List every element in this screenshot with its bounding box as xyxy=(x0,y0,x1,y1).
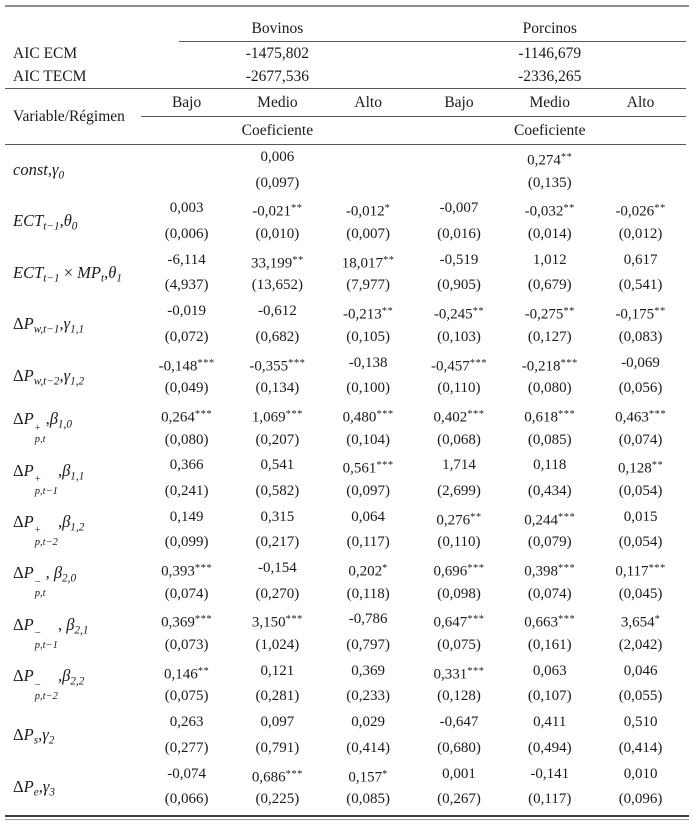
coef-cell xyxy=(141,556,232,607)
coef-cell xyxy=(414,659,505,710)
coef-value: 1,012 xyxy=(532,251,567,268)
coef-cell xyxy=(504,762,595,813)
coef-cell xyxy=(504,505,595,556)
regime-bovinos-bajo: Bajo xyxy=(141,89,232,117)
table-row xyxy=(5,710,686,761)
coef-cell xyxy=(141,505,232,556)
coef-cell xyxy=(414,351,505,402)
std-error: (0,068) xyxy=(437,431,481,448)
coef-cell xyxy=(414,762,505,813)
std-error: (0,134) xyxy=(255,380,300,397)
coef-value: -0,355*** xyxy=(249,357,306,375)
coef-cell xyxy=(141,607,232,658)
coef-cell xyxy=(504,607,595,658)
regime-bovinos-medio: Medio xyxy=(232,89,323,117)
std-error: (0,104) xyxy=(346,431,391,448)
std-error: (0,791) xyxy=(255,739,300,756)
coef-value: -0,457*** xyxy=(430,357,487,375)
std-error: (0,054) xyxy=(618,482,663,499)
std-error: (0,049) xyxy=(164,380,209,397)
coef-cell xyxy=(414,196,505,247)
variable-label: $\Delta P_{w,t-2},\gamma_{1,2}$ xyxy=(13,365,85,387)
coef-value: 0,463*** xyxy=(615,408,667,426)
variable-label: $\Delta P_{w,t-1},\gamma_{1,1}$ xyxy=(13,314,85,336)
supsub: − p,t−1 xyxy=(34,628,58,651)
table-row xyxy=(5,453,686,504)
coef-cell xyxy=(232,248,323,299)
coef-cell xyxy=(232,145,323,197)
aic-ecm-row xyxy=(5,42,686,65)
std-error: (0,066) xyxy=(164,791,209,808)
coef-cell xyxy=(232,196,323,247)
coef-value: 33,199** xyxy=(251,254,304,272)
std-error: (0,045) xyxy=(618,585,663,602)
coef-value: -0,275** xyxy=(524,306,575,323)
coef-value: 0,510 xyxy=(623,714,658,731)
coef-value: 0,398*** xyxy=(524,563,576,580)
std-error: (0,680) xyxy=(437,739,481,756)
coef-value: 0,276** xyxy=(436,511,482,529)
std-error: (0,541) xyxy=(618,277,663,294)
coef-cell xyxy=(323,659,414,710)
variable-label: ΔP + p,t $,\beta_{1,0}$ xyxy=(13,409,72,446)
regime-header-row xyxy=(5,89,686,117)
std-error: (0,207) xyxy=(255,431,300,448)
variable-label: $const,\gamma_0$ xyxy=(13,160,65,182)
coef-cell xyxy=(414,248,505,299)
coef-cell xyxy=(323,762,414,813)
coef-value: 0,696*** xyxy=(433,563,485,580)
coef-value: 0,003 xyxy=(169,200,204,217)
coef-cell xyxy=(595,556,686,607)
coef-cell xyxy=(595,659,686,710)
std-error: (0,217) xyxy=(255,534,300,551)
coef-cell xyxy=(414,299,505,350)
table-row xyxy=(5,248,686,299)
std-error: (0,074) xyxy=(618,431,663,448)
coef-value xyxy=(141,145,232,171)
table-row xyxy=(5,762,686,813)
std-error: (0,080) xyxy=(527,380,572,397)
std-error: (0,075) xyxy=(437,637,481,654)
coef-cell xyxy=(595,402,686,453)
coef-value: -0,647 xyxy=(439,714,479,731)
coef-cell xyxy=(414,505,505,556)
std-error: (0,096) xyxy=(618,791,663,808)
coef-cell xyxy=(323,402,414,453)
table-row xyxy=(5,299,686,350)
variable-label: ΔP − p,t−1 , $\beta_{2,1}$ xyxy=(13,614,89,651)
coef-value: 0,157* xyxy=(348,768,388,786)
coef-value: 0,315 xyxy=(260,508,295,525)
std-error: (0,161) xyxy=(527,637,572,654)
std-error: (0,107) xyxy=(527,688,572,705)
coef-cell xyxy=(232,453,323,504)
std-error: (0,281) xyxy=(255,688,300,705)
coef-value: 0,015 xyxy=(623,508,658,525)
table-row xyxy=(5,659,686,710)
std-error: (0,110) xyxy=(437,534,481,551)
coef-cell xyxy=(323,248,414,299)
std-error: (0,007) xyxy=(346,226,391,243)
table-top-rule xyxy=(5,5,689,7)
coef-value: 0,063 xyxy=(532,662,567,679)
coef-cell xyxy=(504,248,595,299)
coef-cell xyxy=(232,607,323,658)
coef-cell xyxy=(595,299,686,350)
coef-cell xyxy=(595,351,686,402)
coef-value: -0,519 xyxy=(439,251,479,268)
coef-cell xyxy=(141,196,232,247)
aic-tecm-row xyxy=(5,65,686,89)
coef-cell xyxy=(232,505,323,556)
tecm-results-table xyxy=(5,9,686,813)
std-error: (0,797) xyxy=(346,637,391,654)
supsub: + p,t xyxy=(34,422,46,446)
coef-cell xyxy=(504,659,595,710)
coef-cell xyxy=(141,762,232,813)
coef-value: 0,647*** xyxy=(433,614,485,632)
coef-cell xyxy=(595,607,686,658)
coef-cell xyxy=(232,762,323,813)
std-error: (0,128) xyxy=(437,688,481,705)
coefficients-body xyxy=(5,145,686,813)
coef-cell xyxy=(504,556,595,607)
regime-porcinos-medio: Medio xyxy=(504,89,595,117)
coef-value: 0,006 xyxy=(260,149,295,165)
species-group-row xyxy=(5,9,686,42)
std-error: (0,414) xyxy=(618,739,663,756)
coef-value: 1,069*** xyxy=(251,408,303,426)
coef-value: 0,541 xyxy=(260,457,295,474)
variable-label: $ECT_{t-1} \times MP_t,\theta_1$ xyxy=(13,262,122,285)
coef-value: 3,654* xyxy=(620,614,661,632)
supsub: + p,t−1 xyxy=(34,474,58,497)
coef-cell xyxy=(414,556,505,607)
aic-tecm-porcinos-value: -2336,265 xyxy=(518,67,582,85)
aic-ecm-porcinos-value: -1146,679 xyxy=(518,44,582,62)
std-error: (0,098) xyxy=(437,585,481,602)
std-error: (0,118) xyxy=(346,585,390,602)
std-error: (0,494) xyxy=(527,739,572,756)
coef-cell xyxy=(414,402,505,453)
regime-porcinos-alto: Alto xyxy=(595,89,686,117)
coef-cell xyxy=(323,145,414,197)
table-row xyxy=(5,145,686,197)
std-error: (0,083) xyxy=(618,328,663,345)
std-error xyxy=(595,171,686,197)
coef-value: -0,032** xyxy=(524,203,575,221)
std-error: (0,097) xyxy=(255,174,300,191)
coef-value: 0,064 xyxy=(351,508,386,525)
aic-tecm-bovinos-value: -2677,536 xyxy=(245,67,310,85)
std-error: (0,241) xyxy=(164,482,209,499)
std-error: (0,074) xyxy=(164,585,209,602)
coef-cell xyxy=(595,248,686,299)
coef-value: 0,146** xyxy=(163,665,210,683)
coef-cell xyxy=(504,351,595,402)
std-error xyxy=(323,171,414,197)
coef-value: 0,001 xyxy=(442,765,476,782)
coef-cell xyxy=(414,453,505,504)
coef-cell xyxy=(232,710,323,761)
std-error: (0,073) xyxy=(164,637,209,654)
coef-value: 0,202* xyxy=(348,563,388,580)
std-error: (0,056) xyxy=(618,380,663,397)
coef-cell xyxy=(141,659,232,710)
coef-cell xyxy=(141,351,232,402)
coef-cell xyxy=(323,607,414,658)
std-error: (2,042) xyxy=(618,637,663,654)
supsub: − p,t xyxy=(34,576,46,600)
coef-value: 0,480*** xyxy=(342,408,394,426)
coef-value: -0,069 xyxy=(621,354,660,371)
aic-ecm-label: AIC ECM xyxy=(13,44,78,62)
group-header-bovinos: Bovinos xyxy=(141,9,413,42)
coef-value: -0,175** xyxy=(615,306,666,323)
std-error xyxy=(141,171,232,197)
coef-value: 0,046 xyxy=(623,662,658,679)
std-error: (0,103) xyxy=(437,328,481,345)
empty-corner-cell xyxy=(5,9,141,42)
table-row xyxy=(5,505,686,556)
coef-value: -0,138 xyxy=(348,354,388,371)
std-error: (0,414) xyxy=(346,739,391,756)
coef-value: 0,244*** xyxy=(524,511,576,529)
std-error: (0,905) xyxy=(437,277,481,294)
coef-value: -0,612 xyxy=(258,303,297,320)
coef-value: -0,074 xyxy=(167,765,206,782)
variable-label: ΔP − p,t−2 $,\beta_{2,2}$ xyxy=(13,666,85,703)
std-error: (0,225) xyxy=(255,791,300,808)
coef-value: 0,128** xyxy=(617,460,664,477)
coef-value: 0,010 xyxy=(623,765,658,782)
coef-cell xyxy=(595,196,686,247)
coef-value: -0,218*** xyxy=(521,357,578,375)
coef-cell xyxy=(323,710,414,761)
std-error: (0,117) xyxy=(528,791,572,808)
std-error: (1,024) xyxy=(255,637,300,654)
std-error: (0,012) xyxy=(618,226,663,243)
coef-cell xyxy=(323,196,414,247)
variable-label: ΔP − p,t , $\beta_{2,0}$ xyxy=(13,563,77,600)
coef-cell xyxy=(323,556,414,607)
coef-value: 0,274** xyxy=(527,152,573,169)
std-error: (13,652) xyxy=(251,277,304,294)
std-error: (7,977) xyxy=(346,277,391,294)
coef-value: 0,029 xyxy=(351,714,386,731)
coef-value: 0,369 xyxy=(351,662,386,679)
coef-value: 0,369*** xyxy=(161,614,213,632)
table-row xyxy=(5,351,686,402)
std-error: (0,072) xyxy=(164,328,209,345)
std-error: (0,267) xyxy=(437,791,481,808)
coef-value: -0,213** xyxy=(343,306,394,323)
coef-cell xyxy=(414,145,505,197)
coef-value: 0,686*** xyxy=(251,768,303,786)
coef-value: 0,097 xyxy=(260,714,295,731)
coef-cell xyxy=(323,351,414,402)
coef-cell xyxy=(414,607,505,658)
std-error: (0,014) xyxy=(527,226,572,243)
supsub: − p,t−2 xyxy=(34,679,58,703)
coef-value: 0,663*** xyxy=(524,614,576,632)
coef-cell xyxy=(323,453,414,504)
coef-cell xyxy=(504,710,595,761)
std-error: (0,016) xyxy=(437,226,481,243)
std-error: (0,054) xyxy=(618,534,663,551)
coef-value: -0,007 xyxy=(439,200,479,217)
coef-value: 0,263 xyxy=(169,714,204,731)
coef-value: 0,617 xyxy=(623,251,658,268)
variable-label: ΔP + p,t−2 $,\beta_{1,2}$ xyxy=(13,511,85,549)
coef-value: 0,618*** xyxy=(524,408,576,426)
std-error: (0,117) xyxy=(346,534,390,551)
table-row xyxy=(5,402,686,453)
coef-cell xyxy=(141,453,232,504)
coef-cell xyxy=(232,351,323,402)
coef-cell xyxy=(595,453,686,504)
table-bottom-rule-light xyxy=(5,819,689,820)
coef-value: 0,561*** xyxy=(342,460,394,477)
std-error: (0,075) xyxy=(164,688,209,705)
std-error: (0,682) xyxy=(255,328,300,345)
coef-cell xyxy=(141,248,232,299)
coef-value: 0,264*** xyxy=(161,408,213,426)
std-error: (0,434) xyxy=(527,482,572,499)
coef-cell xyxy=(232,299,323,350)
coef-value: 0,366 xyxy=(169,457,204,474)
std-error: (0,105) xyxy=(346,328,391,345)
coef-cell xyxy=(141,299,232,350)
coef-value: -0,012* xyxy=(345,203,391,221)
coef-cell xyxy=(504,299,595,350)
supsub: + p,t−2 xyxy=(34,525,58,549)
std-error: (0,079) xyxy=(527,534,572,551)
regime-bovinos-alto: Alto xyxy=(323,89,414,117)
std-error: (0,127) xyxy=(527,328,572,345)
coef-cell xyxy=(414,710,505,761)
std-error: (2,699) xyxy=(437,482,481,499)
coef-value: 0,402*** xyxy=(433,408,485,426)
coef-value: 3,150*** xyxy=(251,614,303,632)
std-error: (0,099) xyxy=(164,534,209,551)
std-error: (0,097) xyxy=(346,482,391,499)
coef-cell xyxy=(595,145,686,197)
coef-cell xyxy=(504,196,595,247)
coef-value xyxy=(323,145,414,171)
std-error: (0,100) xyxy=(346,380,391,397)
coef-value: -0,245** xyxy=(433,306,485,323)
std-error: (0,074) xyxy=(527,585,572,602)
std-error: (0,055) xyxy=(618,688,663,705)
std-error: (0,135) xyxy=(527,174,572,191)
std-error: (4,937) xyxy=(164,277,209,294)
coef-cell xyxy=(323,299,414,350)
std-error: (0,006) xyxy=(164,226,209,243)
table-row xyxy=(5,556,686,607)
variable-regimen-header: Variable/Régimen xyxy=(5,89,141,145)
coef-cell xyxy=(504,402,595,453)
coef-cell xyxy=(595,710,686,761)
std-error: (0,010) xyxy=(255,226,300,243)
coef-value: 0,118 xyxy=(533,457,567,474)
variable-label: $ECT_{t-1},\theta_0$ xyxy=(13,211,78,233)
std-error: (0,679) xyxy=(527,277,572,294)
coef-cell xyxy=(141,710,232,761)
variable-label: $\Delta P_e,\gamma_3$ xyxy=(13,776,55,798)
aic-ecm-bovinos-value: -1475,802 xyxy=(245,44,310,62)
coef-cell xyxy=(232,556,323,607)
table-bottom-rule-dark xyxy=(5,815,689,817)
coef-value: -0,148*** xyxy=(158,357,215,375)
coef-value: 0,117*** xyxy=(615,563,666,580)
aic-tecm-label: AIC TECM xyxy=(13,67,87,85)
coef-cell xyxy=(232,659,323,710)
coef-value: -0,154 xyxy=(258,560,297,576)
coef-value: -6,114 xyxy=(167,251,206,268)
coef-value: 0,411 xyxy=(533,714,567,731)
group-header-porcinos: Porcinos xyxy=(414,9,686,42)
std-error: (0,085) xyxy=(346,791,391,808)
coef-cell xyxy=(595,505,686,556)
coef-cell xyxy=(595,762,686,813)
coef-value: -0,019 xyxy=(167,303,206,320)
coef-value: 0,331*** xyxy=(433,665,485,683)
coef-cell xyxy=(141,145,232,197)
std-error: (0,270) xyxy=(255,585,300,602)
variable-label: ΔP + p,t−1 $,\beta_{1,1}$ xyxy=(13,460,85,497)
coef-value xyxy=(595,145,686,171)
std-error: (0,110) xyxy=(437,380,481,397)
std-error: (0,085) xyxy=(527,431,572,448)
coef-value: -0,026** xyxy=(615,203,666,221)
coef-header-porcinos: Coeficiente xyxy=(414,117,686,145)
coef-value: 0,393*** xyxy=(161,563,213,580)
coef-value: 1,714 xyxy=(442,457,476,474)
coef-cell xyxy=(323,505,414,556)
std-error: (0,277) xyxy=(164,739,209,756)
coef-cell xyxy=(232,402,323,453)
coef-cell xyxy=(504,145,595,197)
table-row xyxy=(5,607,686,658)
variable-label: $\Delta P_s,\gamma_2$ xyxy=(13,725,55,747)
std-error xyxy=(414,171,505,197)
coef-value: 0,149 xyxy=(169,508,204,525)
coef-value: -0,786 xyxy=(348,611,388,628)
coef-header-bovinos: Coeficiente xyxy=(141,117,413,145)
coef-value: 18,017** xyxy=(341,254,395,272)
std-error: (0,233) xyxy=(346,688,391,705)
regime-porcinos-bajo: Bajo xyxy=(414,89,505,117)
coef-value xyxy=(414,145,505,171)
coef-value: 0,121 xyxy=(260,662,295,679)
coef-cell xyxy=(504,453,595,504)
table-row xyxy=(5,196,686,247)
coef-cell xyxy=(141,402,232,453)
coef-value: -0,141 xyxy=(530,765,570,782)
coef-value: -0,021** xyxy=(252,203,303,221)
std-error: (0,080) xyxy=(164,431,209,448)
std-error: (0,582) xyxy=(255,482,300,499)
